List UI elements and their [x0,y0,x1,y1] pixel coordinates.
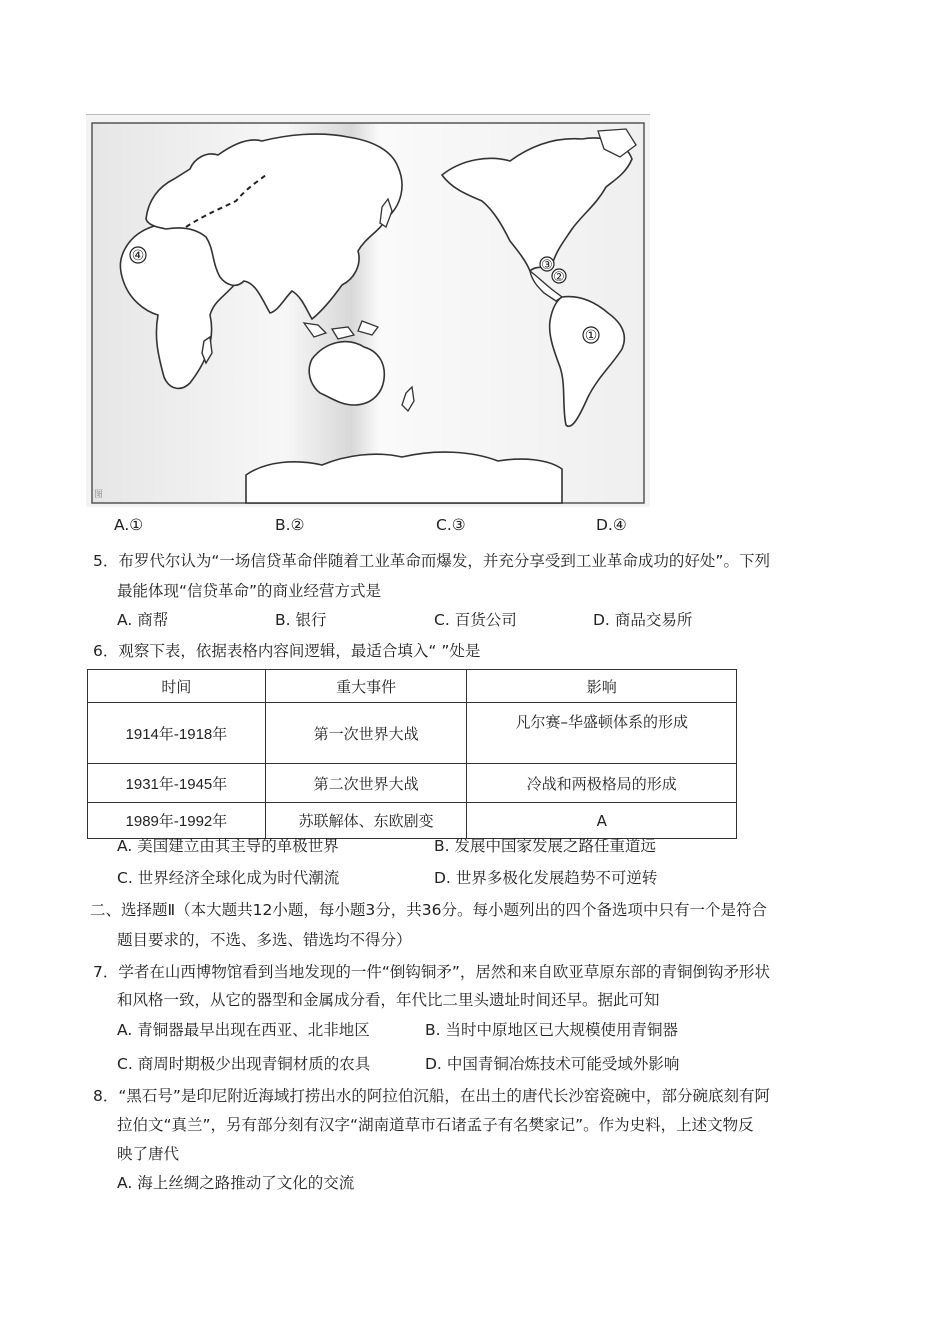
world-map-figure [86,114,650,507]
section-2-heading-line2: 题目要求的，不选、多选、错选均不得分） [117,931,412,949]
q4-option-b[interactable] [275,516,304,534]
world-map-svg [86,115,650,507]
table-header-cell: 时间 [88,670,266,703]
option-letter: C. [436,516,452,534]
q6-option-b[interactable] [434,834,656,856]
option-text: 发展中国家发展之路任重道远 [454,837,657,855]
marker-2 [552,269,566,285]
option-letter: A. [117,1174,133,1192]
q4-option-d[interactable] [596,516,627,534]
option-letter: D. [434,869,451,887]
question-text: 观察下表，依据表格内容间逻辑，最适合填入“ ”处是 [118,642,481,660]
q5-option-b[interactable] [275,608,327,630]
marker-4 [130,247,146,264]
table-row [88,703,737,764]
svg-text:③: ③ [541,258,553,273]
question-number: 6． [93,642,119,660]
map-corner-text: 图 [94,490,104,500]
option-text: 中国青铜冶炼技术可能受域外影响 [446,1055,680,1073]
option-letter: A. [117,611,133,629]
table-cell: 苏联解体、东欧剧变 [265,803,467,839]
q7-option-c[interactable] [117,1052,370,1074]
option-text: 世界多极化发展趋势不可逆转 [455,869,658,887]
option-letter: A. [117,837,133,855]
q8-option-a[interactable] [117,1171,354,1193]
option-letter: D. [596,516,613,534]
option-letter: C. [117,1055,133,1073]
q6-stem [93,639,480,661]
q7-stem-line1 [93,960,770,982]
option-text: 海上丝绸之路推动了文化的交流 [137,1174,355,1192]
q8-stem-line1 [93,1084,770,1106]
option-text: 当时中原地区已大规模使用青铜器 [445,1021,679,1039]
question-text: “黑石号”是印尼附近海域打捞出水的阿拉伯沉船，在出土的唐代长沙窑瓷碗中，部分碗底刻有阿 [118,1087,770,1105]
option-text: 世界经济全球化成为时代潮流 [137,869,340,887]
q5-option-c[interactable] [434,608,517,630]
option-text: 商品交易所 [614,611,693,629]
option-letter: B. [434,837,450,855]
option-letter: A. [114,516,130,534]
table-header-cell: 影响 [467,670,737,703]
option-text: ① [129,516,144,534]
option-text: 商帮 [137,611,169,629]
q6-option-c[interactable] [117,866,339,888]
option-letter: D. [425,1055,442,1073]
svg-text:④: ④ [131,248,145,264]
table-header-cell: 重大事件 [265,670,467,703]
q7-option-b[interactable] [425,1018,678,1040]
table-cell: 1914年-1918年 [88,703,266,764]
option-letter: A. [117,1021,133,1039]
option-text: ④ [612,516,627,534]
q8-stem-line2: 拉伯文“真兰”，另有部分刻有汉字“湖南道草市石诸孟子有名樊家记”。作为史料，上述文物反 [117,1116,754,1134]
q8-stem-line3: 映了唐代 [117,1145,180,1163]
option-letter: B. [275,516,291,534]
table-cell: 1989年-1992年 [88,803,266,839]
q7-option-a[interactable] [117,1018,370,1040]
q5-option-a[interactable] [117,608,168,630]
option-text: 美国建立由其主导的单极世界 [137,837,339,855]
option-letter: D. [593,611,610,629]
option-text: 青铜器最早出现在西亚、北非地区 [137,1021,370,1039]
option-text: ② [290,516,305,534]
q5-stem-line2: 最能体现“信贷革命”的商业经营方式是 [117,582,382,600]
q7-stem-line2: 和风格一致，从它的器型和金属成分看，年代比二里头遗址时间还早。据此可知 [117,991,660,1009]
svg-text:②: ② [553,270,565,285]
marker-1 [583,327,599,344]
question-number: 5． [93,552,119,570]
table-cell: 冷战和两极格局的形成 [467,764,737,803]
q6-option-d[interactable] [434,866,657,888]
q4-option-a[interactable] [114,516,143,534]
question-text: 布罗代尔认为“一场信贷革命伴随着工业革命而爆发，并充分享受到工业革命成功的好处”。下列 [118,552,770,570]
q7-option-d[interactable] [425,1052,679,1074]
section-2-heading-line1: 二、选择题Ⅱ（本大题共12小题，每小题3分，共36分。每小题列出的四个备选项中只有一个是符合 [90,901,767,919]
option-letter: B. [425,1021,441,1039]
question-number: 8． [93,1087,119,1105]
table-cell: 凡尔赛–华盛顿体系的形成 [467,703,737,764]
table-cell: 1931年-1945年 [88,764,266,803]
table-cell: 第一次世界大战 [265,703,467,764]
table-row [88,764,737,803]
option-letter: B. [275,611,291,629]
q4-option-c[interactable] [436,516,466,534]
option-text: 银行 [295,611,327,629]
option-letter: C. [434,611,450,629]
marker-3 [540,257,554,273]
svg-text:①: ① [584,328,598,344]
question-number: 7． [93,963,119,981]
q6-option-a[interactable] [117,834,339,856]
table-cell: A [467,803,737,839]
q6-table [87,669,737,839]
option-letter: C. [117,869,133,887]
q5-stem-line1 [93,549,770,571]
option-text: 商周时期极少出现青铜材质的农具 [137,1055,371,1073]
question-text: 学者在山西博物馆看到当地发现的一件“倒钩铜矛”，居然和来自欧亚草原东部的青铜倒钩矛形状 [118,963,770,981]
q5-option-d[interactable] [593,608,692,630]
option-text: ③ [451,516,466,534]
option-text: 百货公司 [454,611,517,629]
table-cell: 第二次世界大战 [265,764,467,803]
table-header-row [88,670,737,703]
